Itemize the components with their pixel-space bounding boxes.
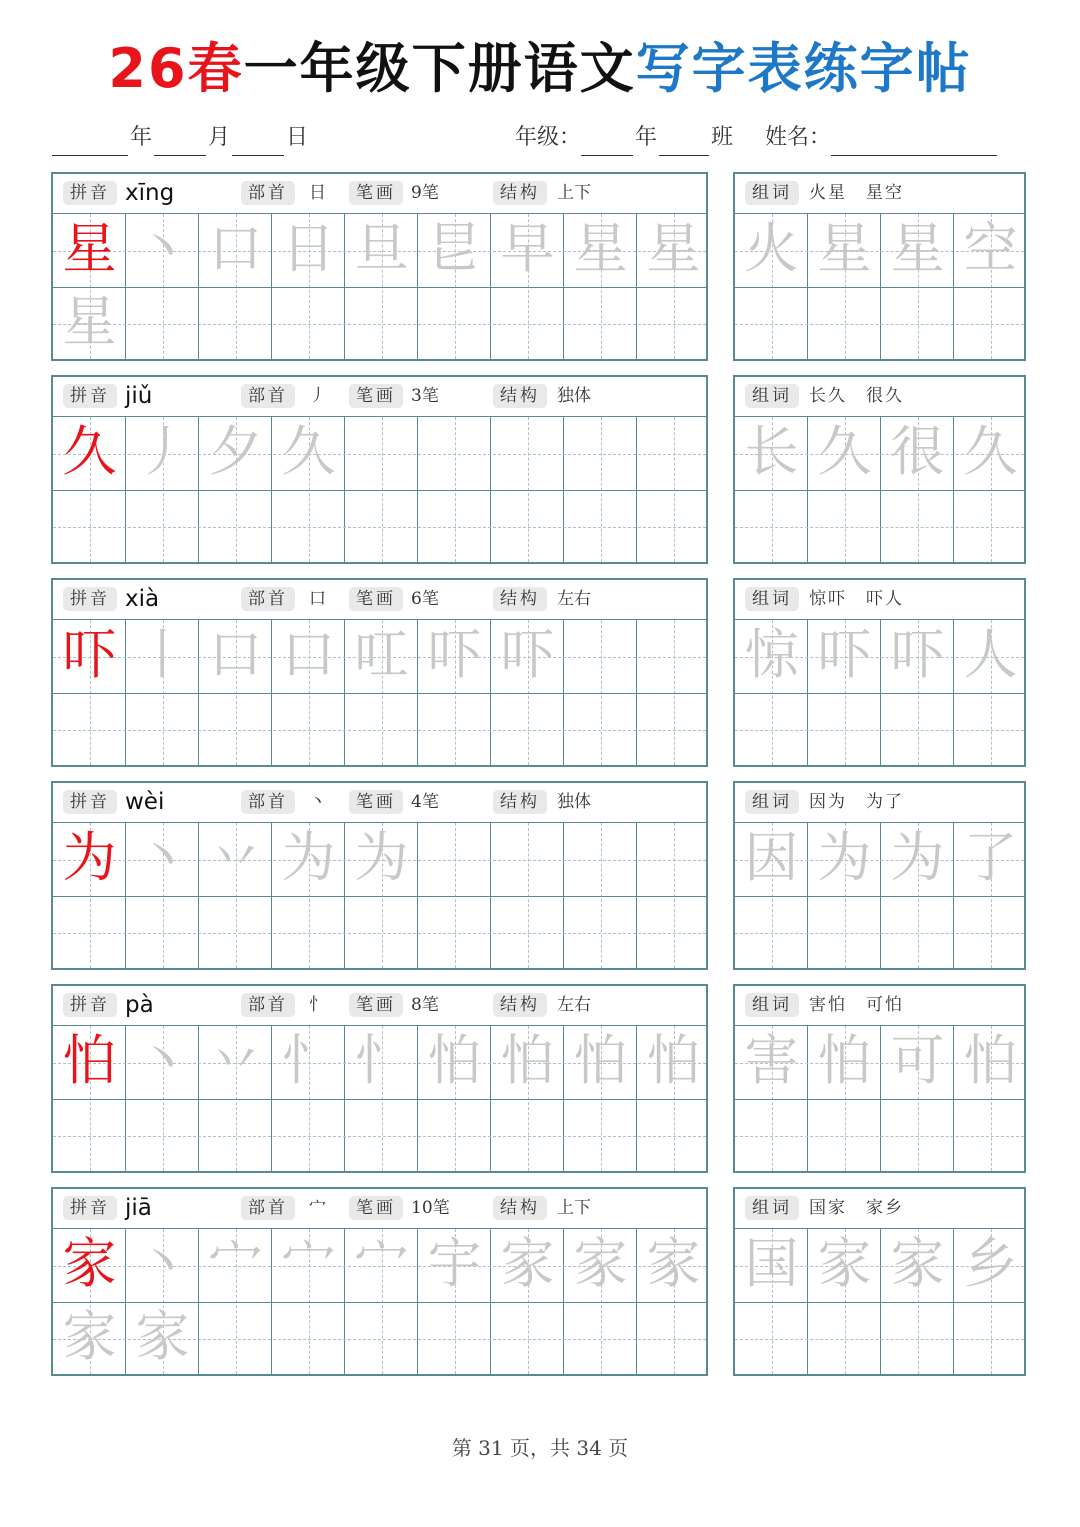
word-trace-character: 长: [744, 420, 799, 483]
name-label: 姓名：: [765, 125, 832, 150]
stroke-step: 丶: [135, 217, 190, 280]
grade-blank[interactable]: [581, 129, 633, 156]
structure-value: 上下: [557, 183, 591, 203]
strokes-value: 8笔: [411, 995, 439, 1015]
word-trace-character: 火: [744, 217, 799, 280]
stroke-step: 忄: [281, 1029, 336, 1092]
character-practice-box: [51, 375, 708, 564]
model-character: 家: [62, 1232, 117, 1295]
word-practice-box: [733, 172, 1026, 361]
stroke-step: 久: [281, 420, 336, 483]
grid-guide: [735, 527, 1024, 528]
grid-guide: [735, 933, 1024, 934]
word-trace-character: 很: [890, 420, 945, 483]
words-tag: 组词: [745, 790, 799, 814]
model-character: 为: [62, 826, 117, 889]
strokes-tag: 笔画: [349, 993, 403, 1017]
title-part-1: 26春: [108, 37, 244, 100]
word-info-header: [735, 377, 1024, 417]
word-trace-character: 怕: [963, 1029, 1018, 1092]
stroke-step: 家: [500, 1232, 555, 1295]
character-info-header: [53, 174, 706, 214]
stroke-step: 口: [281, 623, 336, 686]
word-trace-character: 国: [744, 1232, 799, 1295]
structure-value: 左右: [557, 995, 591, 1015]
radical-tag: 部首: [241, 384, 295, 408]
grid-line: [735, 896, 1024, 897]
pinyin-value: xià: [125, 586, 160, 612]
word-trace-character: 家: [890, 1232, 945, 1295]
stroke-step: 家: [573, 1232, 628, 1295]
grid-line: [735, 287, 1024, 288]
radical-value: 忄: [309, 995, 326, 1015]
pinyin-tag: 拼音: [63, 790, 117, 814]
word-trace-character: 星: [817, 217, 872, 280]
trace-character: 家: [62, 1305, 117, 1368]
class-label: 班: [711, 125, 734, 150]
stroke-step: 丶: [135, 1232, 190, 1295]
pinyin-value: pà: [125, 992, 154, 1018]
word-trace-character: 久: [817, 420, 872, 483]
grid-guide: [53, 730, 706, 731]
stroke-step: 丷: [208, 1029, 263, 1092]
month-label: 月: [208, 125, 231, 150]
character-info-header: [53, 783, 706, 823]
strokes-value: 4笔: [411, 792, 439, 812]
stroke-step: 家: [646, 1232, 701, 1295]
model-character: 怕: [62, 1029, 117, 1092]
strokes-value: 10笔: [411, 1198, 450, 1218]
grid-line: [53, 896, 706, 897]
grade-label: 年级：: [515, 125, 582, 150]
grid-guide: [53, 1136, 706, 1137]
strokes-value: 3笔: [411, 386, 439, 406]
stroke-step: 夕: [208, 420, 263, 483]
stroke-step: 㫐: [427, 217, 482, 280]
stroke-step: 旦: [354, 217, 409, 280]
word-info-header: [735, 783, 1024, 823]
strokes-tag: 笔画: [349, 384, 403, 408]
trace-character: 家: [135, 1305, 190, 1368]
words-value: 惊吓 吓人: [809, 589, 904, 609]
stroke-step: 宀: [281, 1232, 336, 1295]
stroke-step: 宇: [427, 1232, 482, 1295]
character-info-header: [53, 1189, 706, 1229]
radical-tag: 部首: [241, 181, 295, 205]
words-value: 长久 很久: [809, 386, 904, 406]
pinyin-value: xīng: [125, 180, 175, 206]
stroke-step: 口: [208, 217, 263, 280]
words-tag: 组词: [745, 587, 799, 611]
word-practice-box: [733, 375, 1026, 564]
radical-value: 丿: [309, 386, 326, 406]
grid-guide: [735, 1136, 1024, 1137]
word-trace-character: 家: [817, 1232, 872, 1295]
stroke-step: 日: [281, 217, 336, 280]
title-part-3: 写字表练字帖: [635, 37, 972, 100]
strokes-tag: 笔画: [349, 181, 403, 205]
year-label: 年: [130, 125, 153, 150]
word-trace-character: 惊: [744, 623, 799, 686]
stroke-step: 吓: [427, 623, 482, 686]
word-trace-character: 久: [963, 420, 1018, 483]
word-trace-character: 乡: [963, 1232, 1018, 1295]
grade-year-label: 年: [635, 125, 658, 150]
grid-guide: [735, 324, 1024, 325]
pinyin-value: jiǔ: [125, 383, 153, 409]
pinyin-tag: 拼音: [63, 587, 117, 611]
stroke-step: 怕: [573, 1029, 628, 1092]
radical-tag: 部首: [241, 1196, 295, 1220]
stroke-step: 为: [281, 826, 336, 889]
structure-tag: 结构: [493, 384, 547, 408]
model-character: 久: [62, 420, 117, 483]
pinyin-value: jiā: [125, 1195, 152, 1221]
strokes-value: 6笔: [411, 589, 439, 609]
word-trace-character: 为: [817, 826, 872, 889]
words-tag: 组词: [745, 1196, 799, 1220]
stroke-step: 叿: [354, 623, 409, 686]
radical-tag: 部首: [241, 993, 295, 1017]
stroke-step: 丶: [135, 1029, 190, 1092]
structure-value: 左右: [557, 589, 591, 609]
title-part-2: 一年级下册语文: [243, 37, 636, 100]
grid-line: [735, 490, 1024, 491]
pinyin-tag: 拼音: [63, 1196, 117, 1220]
stroke-step: 口: [208, 623, 263, 686]
grid-line: [53, 693, 706, 694]
stroke-step: 星: [573, 217, 628, 280]
word-practice-box: [733, 984, 1026, 1173]
stroke-step: 丿: [135, 420, 190, 483]
structure-tag: 结构: [493, 790, 547, 814]
student-fields: [515, 120, 997, 156]
radical-value: 口: [309, 589, 326, 609]
word-trace-character: 可: [890, 1029, 945, 1092]
name-blank[interactable]: [831, 129, 997, 156]
stroke-step: 为: [354, 826, 409, 889]
word-trace-character: 因: [744, 826, 799, 889]
words-value: 国家 家乡: [809, 1198, 904, 1218]
class-blank[interactable]: [659, 129, 709, 156]
character-practice-box: [51, 984, 708, 1173]
pinyin-tag: 拼音: [63, 181, 117, 205]
strokes-tag: 笔画: [349, 1196, 403, 1220]
stroke-step: 早: [500, 217, 555, 280]
page-footer: 第 31 页，共 34 页: [451, 1436, 629, 1460]
day-label: 日: [286, 125, 309, 150]
grid-guide: [53, 933, 706, 934]
character-practice-box: [51, 172, 708, 361]
page-title: [0, 34, 1080, 104]
radical-value: 宀: [309, 1198, 326, 1218]
grid-line: [53, 1099, 706, 1100]
stroke-step: 星: [646, 217, 701, 280]
word-trace-character: 吓: [817, 623, 872, 686]
words-tag: 组词: [745, 993, 799, 1017]
structure-tag: 结构: [493, 587, 547, 611]
word-info-header: [735, 174, 1024, 214]
grid-line: [735, 693, 1024, 694]
radical-value: 日: [309, 183, 326, 203]
radical-tag: 部首: [241, 587, 295, 611]
word-info-header: [735, 986, 1024, 1026]
stroke-step: 怕: [427, 1029, 482, 1092]
trace-character: 星: [62, 290, 117, 353]
stroke-step: 怕: [646, 1029, 701, 1092]
structure-tag: 结构: [493, 1196, 547, 1220]
structure-tag: 结构: [493, 181, 547, 205]
word-trace-character: 人: [963, 623, 1018, 686]
words-tag: 组词: [745, 181, 799, 205]
character-practice-box: [51, 1187, 708, 1376]
model-character: 星: [62, 217, 117, 280]
words-value: 害怕 可怕: [809, 995, 904, 1015]
structure-value: 独体: [557, 792, 591, 812]
word-trace-character: 怕: [817, 1029, 872, 1092]
grid-line: [53, 287, 706, 288]
structure-value: 独体: [557, 386, 591, 406]
stroke-step: 宀: [208, 1232, 263, 1295]
word-practice-box: [733, 1187, 1026, 1376]
word-info-header: [735, 580, 1024, 620]
word-practice-box: [733, 781, 1026, 970]
stroke-step: 丨: [135, 623, 190, 686]
pinyin-value: wèi: [125, 789, 165, 815]
character-info-header: [53, 377, 706, 417]
stroke-step: 丷: [208, 826, 263, 889]
structure-tag: 结构: [493, 993, 547, 1017]
word-trace-character: 了: [963, 826, 1018, 889]
radical-value: 丶: [309, 792, 326, 812]
grid-guide: [735, 730, 1024, 731]
pinyin-tag: 拼音: [63, 993, 117, 1017]
grid-line: [53, 490, 706, 491]
model-character: 吓: [62, 623, 117, 686]
word-info-header: [735, 1189, 1024, 1229]
grid-line: [735, 1099, 1024, 1100]
character-practice-box: [51, 578, 708, 767]
stroke-step: 忄: [354, 1029, 409, 1092]
stroke-step: 怕: [500, 1029, 555, 1092]
words-value: 因为 为了: [809, 792, 904, 812]
strokes-tag: 笔画: [349, 587, 403, 611]
strokes-tag: 笔画: [349, 790, 403, 814]
character-info-header: [53, 580, 706, 620]
word-trace-character: 为: [890, 826, 945, 889]
word-trace-character: 星: [890, 217, 945, 280]
grid-guide: [735, 1339, 1024, 1340]
grid-guide: [53, 527, 706, 528]
words-value: 火星 星空: [809, 183, 904, 203]
stroke-step: 宀: [354, 1232, 409, 1295]
pinyin-tag: 拼音: [63, 384, 117, 408]
word-trace-character: 吓: [890, 623, 945, 686]
grid-guide: [53, 324, 706, 325]
word-trace-character: 空: [963, 217, 1018, 280]
year-blank[interactable]: [52, 129, 128, 156]
character-info-header: [53, 986, 706, 1026]
stroke-step: 吓: [500, 623, 555, 686]
radical-tag: 部首: [241, 790, 295, 814]
word-practice-box: [733, 578, 1026, 767]
day-blank[interactable]: [232, 129, 284, 156]
structure-value: 上下: [557, 1198, 591, 1218]
words-tag: 组词: [745, 384, 799, 408]
character-practice-box: [51, 781, 708, 970]
word-trace-character: 害: [744, 1029, 799, 1092]
grid-line: [735, 1302, 1024, 1303]
month-blank[interactable]: [154, 129, 206, 156]
strokes-value: 9笔: [411, 183, 439, 203]
date-fields: [52, 120, 310, 156]
stroke-step: 丶: [135, 826, 190, 889]
